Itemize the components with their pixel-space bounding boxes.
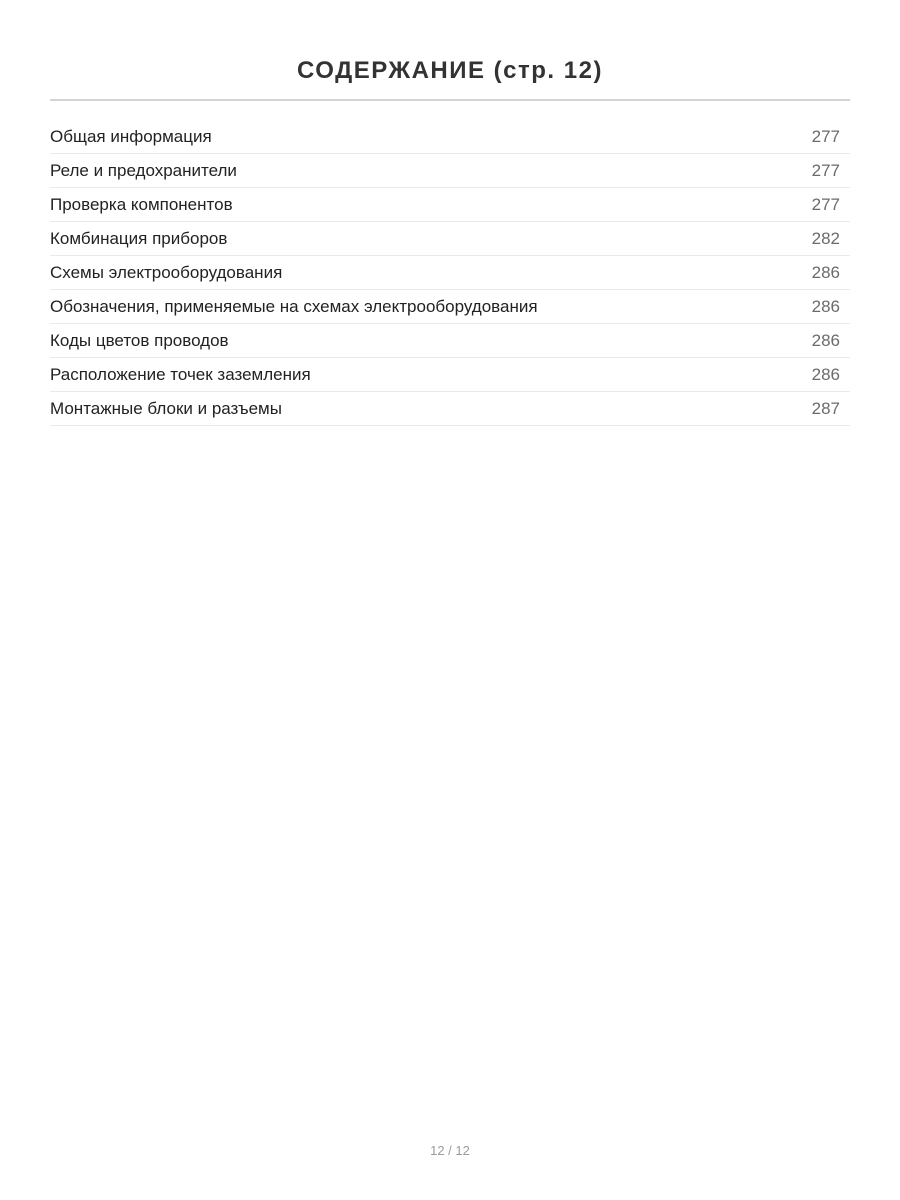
toc-entry-label: Расположение точек заземления (50, 364, 311, 384)
toc-entry-component-check[interactable] (50, 188, 850, 222)
toc-entry-junction-blocks[interactable] (50, 392, 850, 426)
toc-entry-instrument-cluster[interactable] (50, 222, 850, 256)
toc-entry-page: 286 (811, 364, 840, 384)
toc-entry-wire-color-codes[interactable] (50, 324, 850, 358)
toc-list (50, 120, 850, 426)
page-title: СОДЕРЖАНИЕ (стр. 12) (297, 57, 603, 85)
toc-entry-label: Реле и предохранители (50, 160, 237, 180)
toc-entry-page: 277 (811, 126, 840, 146)
toc-entry-label: Общая информация (50, 126, 212, 146)
toc-entry-page: 286 (811, 296, 840, 316)
toc-entry-label: Монтажные блоки и разъемы (50, 398, 282, 418)
title-divider (50, 99, 850, 101)
toc-entry-page: 277 (811, 160, 840, 180)
toc-entry-page: 277 (811, 194, 840, 214)
toc-entry-page: 286 (811, 330, 840, 350)
toc-entry-page: 287 (811, 398, 840, 418)
toc-entry-relays-fuses[interactable] (50, 154, 850, 188)
toc-entry-label: Коды цветов проводов (50, 330, 229, 350)
toc-entry-general-info[interactable] (50, 120, 850, 154)
toc-entry-diagram-symbols[interactable] (50, 290, 850, 324)
toc-entry-wiring-diagrams[interactable] (50, 256, 850, 290)
toc-entry-label: Комбинация приборов (50, 228, 228, 248)
toc-entry-ground-points[interactable] (50, 358, 850, 392)
toc-entry-label: Схемы электрооборудования (50, 262, 283, 282)
page-number-footer: 12 / 12 (430, 1143, 470, 1158)
toc-entry-page: 282 (811, 228, 840, 248)
toc-entry-label: Обозначения, применяемые на схемах электрооборудования (50, 296, 538, 316)
toc-entry-page: 286 (811, 262, 840, 282)
toc-entry-label: Проверка компонентов (50, 194, 233, 214)
